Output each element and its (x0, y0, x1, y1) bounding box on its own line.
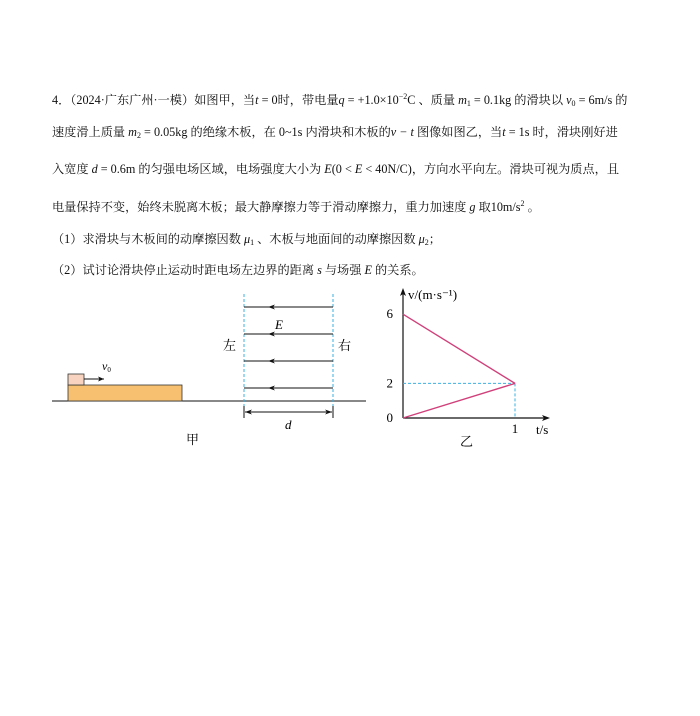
text: C 、质量 (407, 93, 459, 107)
subscript: 0 (571, 99, 576, 108)
field-label: E (275, 317, 283, 332)
text: = 0.6m 的匀强电场区域，电场强度大小为 (97, 162, 325, 176)
var-g: g (469, 200, 476, 214)
text: （1）求滑块与木板间的动摩擦因数 (52, 232, 244, 246)
y-tick-label: 6 (386, 306, 393, 322)
var-E: E (364, 263, 372, 277)
x-tick-label: 1 (511, 421, 519, 436)
text: = 0.05kg 的绝缘木板，在 0~1s 内滑块和木板的 (140, 125, 391, 139)
y-tick-label: 0 (386, 410, 393, 425)
x-axis-label: t/s (536, 422, 549, 437)
text: 。 (524, 200, 540, 214)
text: = 0时，带电量 (258, 93, 339, 107)
velocity-label: v0 (102, 359, 111, 374)
var-d: d (91, 162, 98, 176)
text: 与场强 (321, 263, 365, 277)
figure-yi-caption: 乙 (460, 434, 474, 449)
series-line-board (403, 383, 515, 418)
figure-jia-caption: 甲 (186, 432, 200, 447)
var-t: t (502, 125, 506, 139)
subscript: 1 (466, 99, 471, 108)
problem-number: 4． (52, 93, 71, 107)
text: 图像如图乙，当 (413, 125, 503, 139)
text: 速度滑上质量 (52, 125, 129, 139)
text: 电量保持不变，始终未脱离木板；最大静摩擦力等于滑动摩擦力，重力加速度 (52, 200, 470, 214)
width-label: d (285, 417, 292, 432)
var-mu: μ (418, 232, 425, 246)
left-label: 左 (223, 338, 237, 353)
text: （2）试讨论滑块停止运动时距电场左边界的距离 (52, 263, 318, 277)
var-E: E (324, 162, 332, 176)
subscript: 1 (250, 238, 255, 247)
problem-source: （2024·广东广州·一模） (70, 93, 195, 107)
text: = 6m/s 的 (575, 93, 628, 107)
var-v: v (566, 93, 572, 107)
text: (0 < (331, 162, 355, 176)
exponent: 2 (520, 199, 525, 208)
text: = 0.1kg 的滑块以 (470, 93, 567, 107)
text: = 1s 时，滑块刚好进 (505, 125, 618, 139)
text: 、木板与地面间的动摩擦因数 (254, 232, 419, 246)
y-tick-label: 2 (386, 375, 393, 391)
subscript: 2 (424, 238, 429, 247)
var-q: q (338, 93, 345, 107)
var-t: t (255, 93, 259, 107)
text: = +1.0×10 (344, 93, 399, 107)
var-vt: v − t (390, 125, 414, 139)
right-label: 右 (338, 338, 352, 353)
text: < 40N/C)，方向水平向左。滑块可视为质点，且 (362, 162, 620, 176)
subscript: 2 (136, 131, 141, 140)
text: ； (428, 232, 441, 246)
var-mu: μ (243, 232, 251, 246)
series-line-slider (403, 314, 515, 383)
text: 如图甲，当 (194, 93, 256, 107)
var-m: m (128, 125, 137, 139)
var-s: s (317, 263, 322, 277)
var-E: E (354, 162, 363, 176)
y-axis-label: v/(m·s⁻¹) (408, 287, 458, 302)
var-m: m (458, 93, 467, 107)
text: 取10m/s (475, 200, 521, 214)
exponent: −2 (398, 92, 408, 101)
text: 入宽度 (52, 162, 92, 176)
text: 的关系。 (371, 263, 424, 277)
